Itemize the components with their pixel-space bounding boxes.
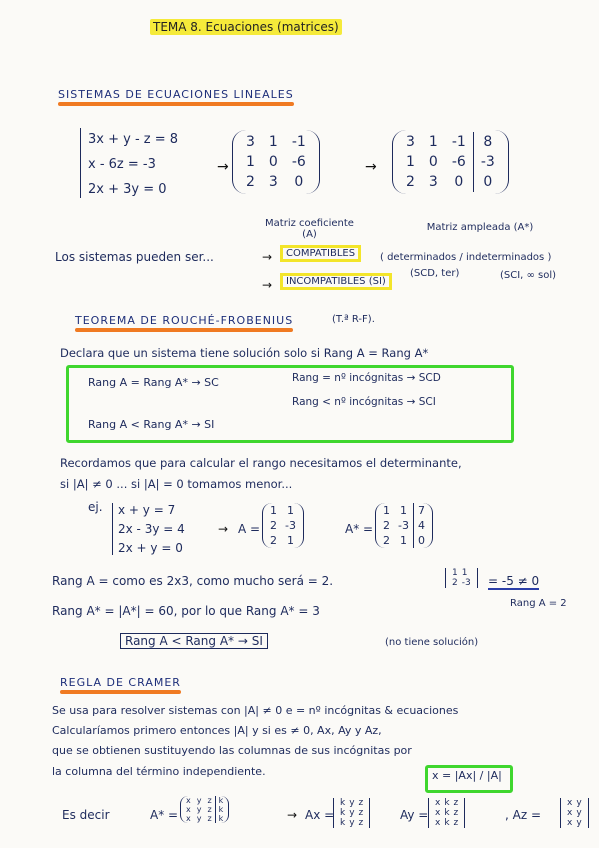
augmented-matrix-label: Matriz ampleada (A*) — [426, 222, 534, 233]
arrow-icon: → — [262, 278, 273, 292]
example-Astar-row — [379, 533, 429, 548]
example-A-cell: 1 — [286, 534, 294, 547]
example-A-cell: 2 — [270, 534, 277, 547]
example-Astar-label: A* = — [345, 522, 374, 536]
cramer-line-4: la columna del término independiente. — [52, 765, 266, 778]
augmented-matrix-cell: 1 — [406, 154, 415, 170]
augmented-matrix-cell: 0 — [473, 172, 501, 192]
augmented-matrix-cell: 8 — [473, 132, 501, 152]
equation-1: 3x + y - z = 8 — [88, 132, 179, 147]
example-A-label: A = — [238, 522, 261, 536]
example-minor-det: 1 1 2 -3 — [445, 568, 478, 588]
augmented-matrix-cell: 2 — [406, 174, 415, 190]
coefficient-matrix-cell: -6 — [291, 154, 306, 170]
section-heading-systems: SISTEMAS DE ECUACIONES LINEALES — [58, 88, 294, 108]
theorem-case-scd: Rang = nº incógnitas → SCD — [292, 372, 441, 384]
augmented-matrix-cell: -6 — [451, 154, 466, 170]
augmented-matrix-cell: -3 — [473, 152, 501, 172]
augmented-matrix-cell: -1 — [451, 134, 466, 150]
theorem-statement: Declara que un sistema tiene solución solo si Rang A = Rang A* — [60, 346, 429, 360]
example-A-cell: 2 — [270, 519, 277, 532]
theorem-abbrev: (T.ª R-F). — [332, 314, 375, 325]
example-eq-2: 2x - 3y = 4 — [118, 522, 185, 536]
section-heading-cramer: REGLA DE CRAMER — [60, 676, 181, 696]
systems-types-intro: Los sistemas pueden ser... — [55, 250, 214, 264]
cramer-Ay-label: Ay = — [400, 808, 429, 822]
compatible-sub-sci: (SCI, ∞ sol) — [500, 270, 557, 281]
cramer-line-1: Se usa para resolver sistemas con |A| ≠ 0 e = nº incógnitas & ecuaciones — [52, 704, 459, 717]
example-A-row — [266, 533, 300, 548]
example-A-cell: -3 — [285, 519, 296, 532]
arrow-icon: → — [365, 159, 377, 175]
coefficient-matrix-row — [239, 152, 313, 172]
example-A-row — [266, 503, 300, 518]
rank-note-2: si |A| ≠ 0 ... si |A| = 0 tomamos menor... — [60, 477, 293, 491]
coefficient-matrix-cell: 2 — [246, 174, 255, 190]
cramer-Ay-det: x k z x k z x k z — [428, 798, 465, 828]
example-eq-3: 2x + y = 0 — [118, 541, 183, 555]
example-Astar-cell: 0 — [413, 533, 429, 548]
augmented-matrix-cell: 3 — [406, 134, 415, 150]
compatible-label: COMPATIBLES — [280, 248, 361, 259]
example-A-row — [266, 518, 300, 533]
coefficient-matrix — [232, 130, 320, 194]
rank-note-1: Recordamos que para calcular el rango necesitamos el determinante, — [60, 456, 462, 470]
theorem-case-sci: Rang < nº incógnitas → SCI — [292, 396, 436, 408]
example-Astar-row — [379, 503, 429, 518]
example-Astar-cell: 4 — [413, 518, 429, 533]
compatible-detail: ( determinados / indeterminados ) — [380, 252, 552, 263]
coefficient-matrix-cell: 1 — [246, 154, 255, 170]
coefficient-matrix-cell: 0 — [268, 154, 278, 170]
augmented-matrix-cell: 0 — [454, 174, 464, 190]
page-title: TEMA 8. Ecuaciones (matrices) — [150, 20, 342, 34]
example-Astar-matrix — [375, 503, 433, 548]
example-Astar-cell: -3 — [398, 519, 409, 532]
arrow-icon: → — [287, 808, 298, 822]
coefficient-matrix-cell: 3 — [246, 134, 255, 150]
cramer-line-3: que se obtienen sustituyendo las columnas de sus incógnitas por — [52, 744, 412, 757]
compatible-sub-scd: (SCD, ter) — [410, 268, 460, 279]
coefficient-matrix-cell: 0 — [294, 174, 304, 190]
coefficient-matrix-row — [239, 132, 313, 152]
augmented-matrix — [392, 130, 509, 194]
theorem-case-incompatible: Rang A < Rang A* → SI — [88, 418, 215, 431]
equation-3: 2x + 3y = 0 — [88, 182, 167, 197]
cramer-line-2: Calcularíamos primero entonces |A| y si es ≠ 0, Ax, Ay y Az, — [52, 724, 382, 737]
augmented-matrix-cell: 1 — [428, 134, 438, 150]
theorem-case-compatible: Rang A = Rang A* → SC — [88, 376, 219, 389]
coefficient-matrix-cell: -1 — [291, 134, 306, 150]
system-brace — [80, 128, 81, 198]
cramer-formula: x = |Ax| / |A| — [432, 769, 502, 782]
cramer-Az-det: x y x y x y — [560, 798, 589, 828]
example-A-cell: 1 — [286, 504, 294, 517]
example-conclusion: Rang A < Rang A* → SI — [120, 634, 268, 648]
coefficient-matrix-row — [239, 172, 313, 192]
example-Astar-cell: 1 — [383, 504, 390, 517]
example-eq-1: x + y = 7 — [118, 503, 176, 517]
example-A-matrix — [262, 503, 304, 548]
example-Astar-cell: 1 — [399, 504, 407, 517]
arrow-icon: → — [218, 522, 229, 536]
example-rank-A-result: Rang A = 2 — [510, 598, 567, 609]
augmented-matrix-cell: 0 — [428, 154, 438, 170]
cramer-Az-label: , Az = — [505, 808, 542, 822]
example-Astar-row — [379, 518, 429, 533]
example-A-cell: 1 — [270, 504, 277, 517]
coefficient-matrix-label: Matriz coeficiente (A) — [265, 218, 354, 240]
cramer-Ax-det: k y z k y z k y z — [333, 798, 370, 828]
augmented-matrix-row — [399, 172, 502, 192]
arrow-icon: → — [262, 250, 273, 264]
equation-2: x - 6z = -3 — [88, 157, 156, 172]
section-heading-theorem: TEOREMA DE ROUCHÉ-FROBENIUS — [75, 314, 293, 334]
augmented-matrix-row — [399, 132, 502, 152]
example-rank-Astar: Rang A* = |A*| = 60, por lo que Rang A* = 3 — [52, 604, 320, 618]
example-rank-A: Rang A = como es 2x3, como mucho será = 2. — [52, 574, 334, 588]
coefficient-matrix-cell: 1 — [268, 134, 278, 150]
cramer-Astar-label: A* = — [150, 808, 179, 822]
coefficient-matrix-cell: 3 — [268, 174, 278, 190]
augmented-matrix-row — [399, 152, 502, 172]
cramer-es-decir: Es decir — [62, 808, 110, 822]
augmented-matrix-cell: 3 — [428, 174, 438, 190]
arrow-icon: → — [217, 159, 229, 175]
example-label: ej. — [88, 500, 103, 514]
example-brace — [112, 503, 113, 555]
example-Astar-cell: 1 — [399, 534, 407, 547]
example-conclusion-note: (no tiene solución) — [385, 637, 479, 648]
example-minor-value: = -5 ≠ 0 — [488, 574, 540, 588]
example-Astar-cell: 2 — [383, 519, 390, 532]
cramer-Ax-label: Ax = — [305, 808, 335, 822]
example-Astar-cell: 7 — [413, 503, 429, 518]
cramer-Astar-matrix: x y z k x y z k x y z k — [180, 796, 229, 823]
incompatible-label: INCOMPATIBLES (SI) — [280, 276, 392, 287]
example-Astar-cell: 2 — [383, 534, 390, 547]
